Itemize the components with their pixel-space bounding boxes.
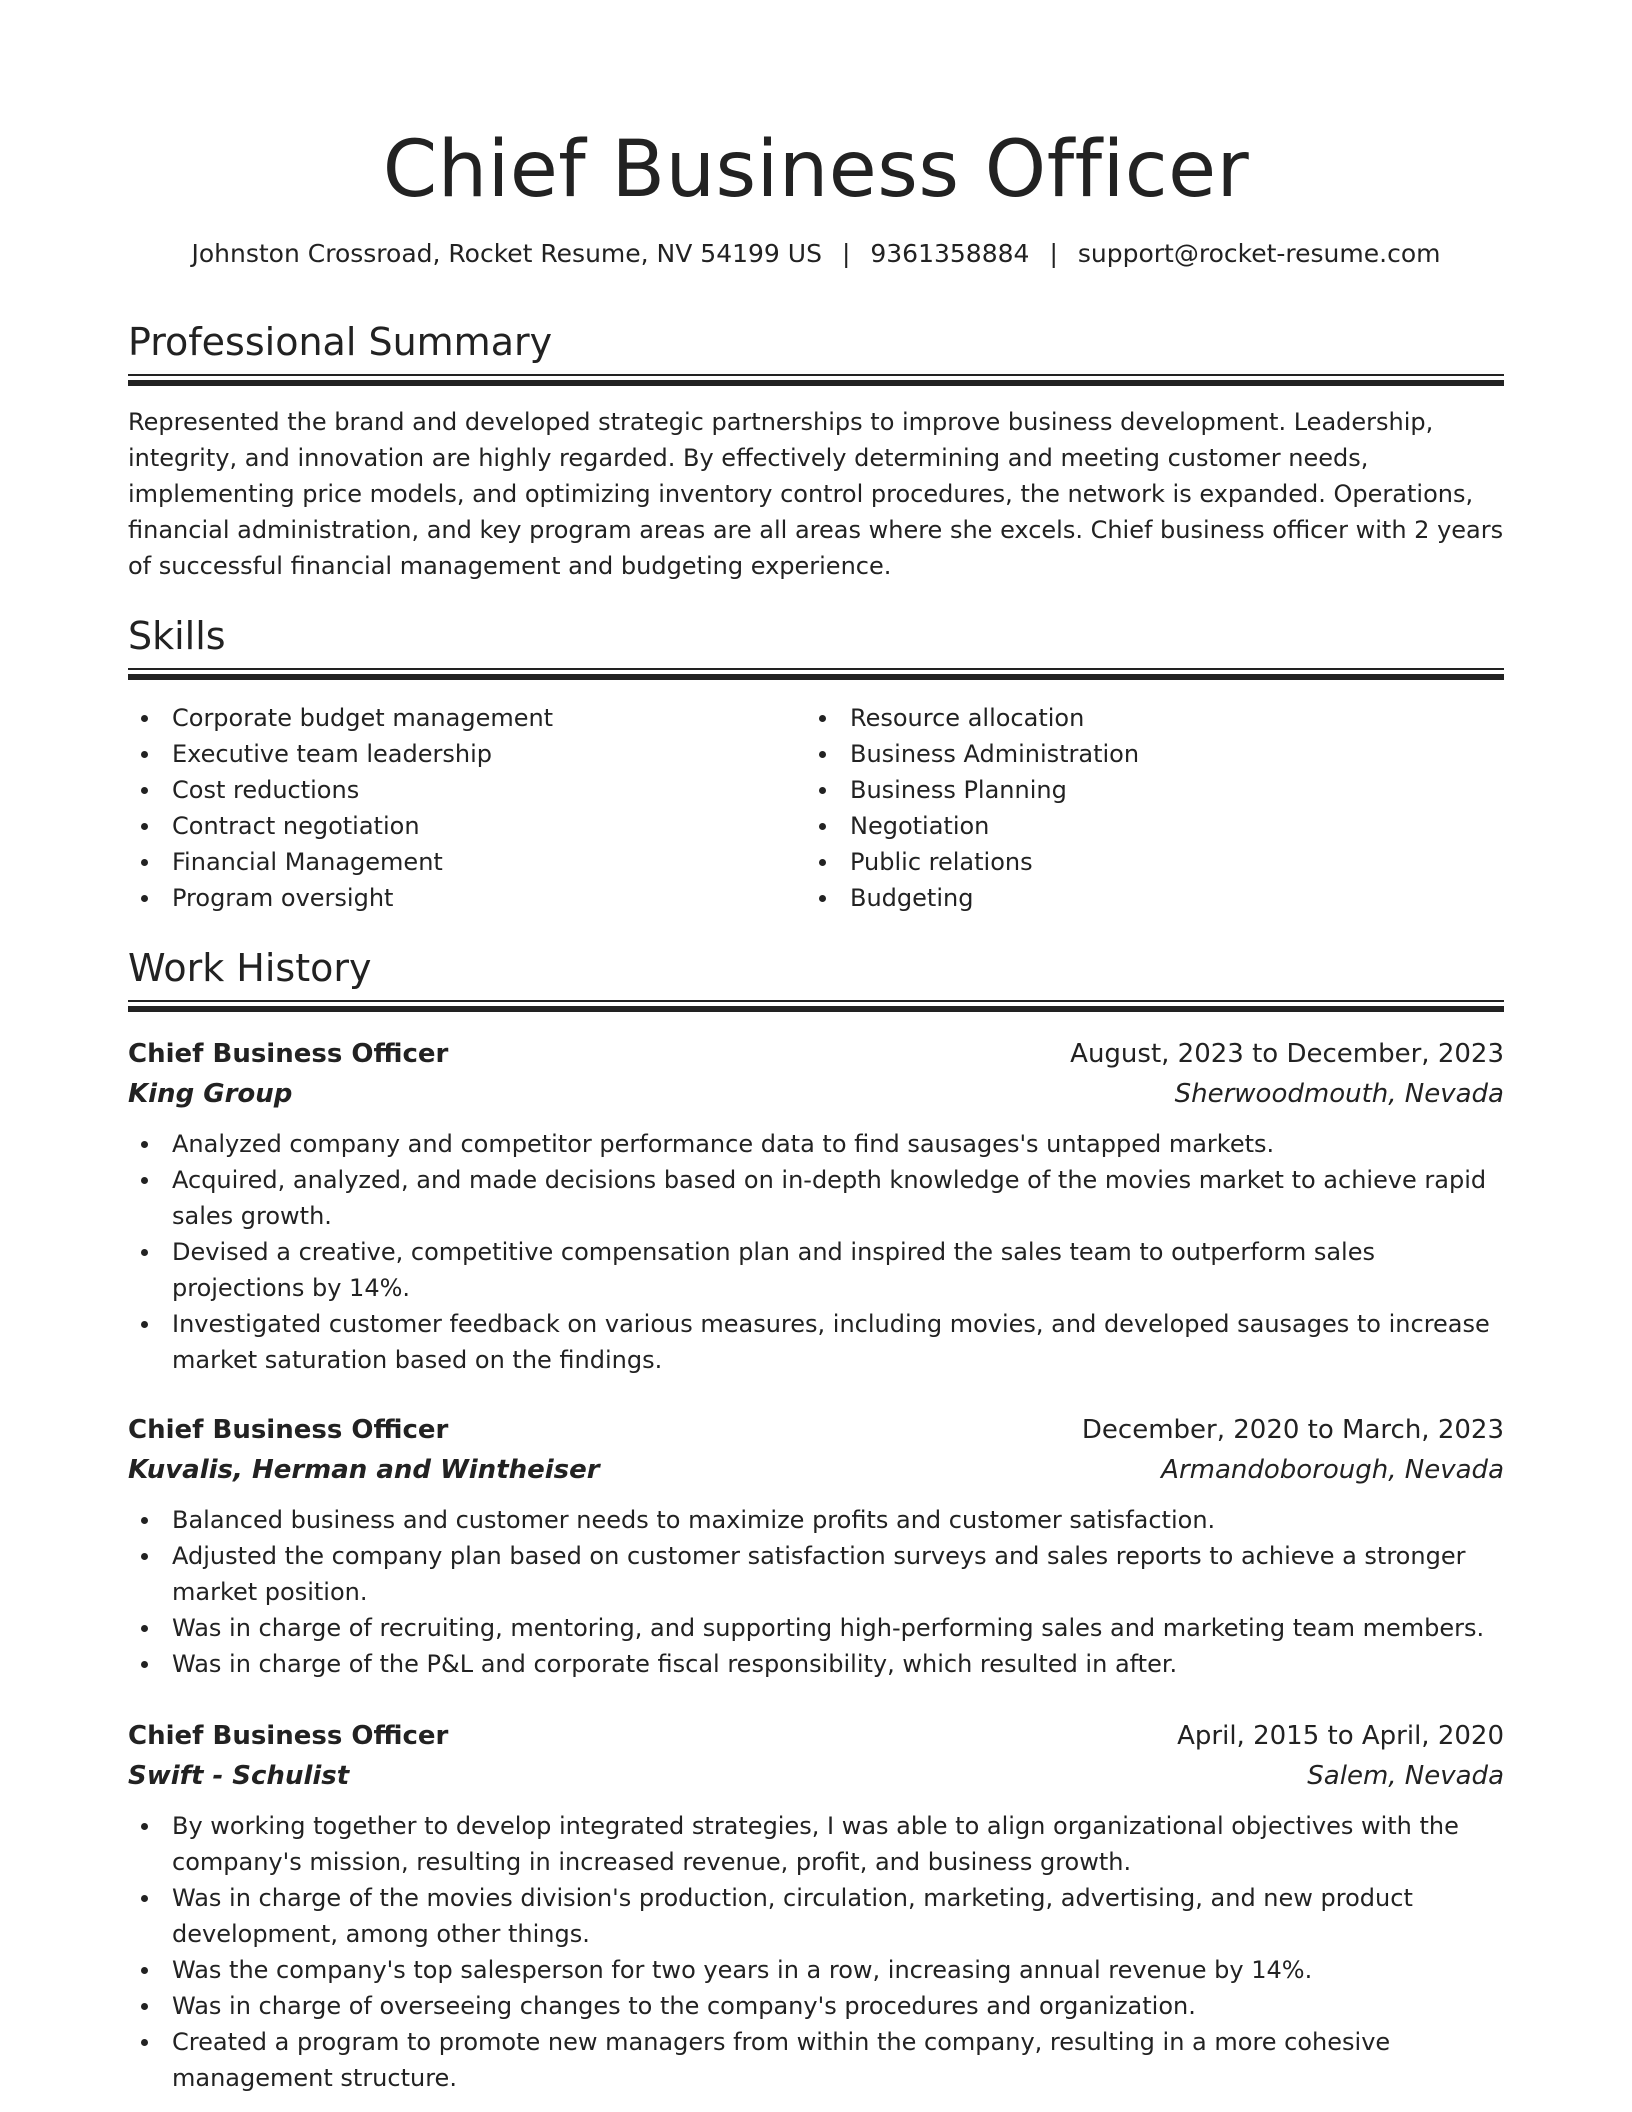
job-bullet: Devised a creative, competitive compensation plan and inspired the sales team to outperform sales projections by 14%. <box>128 1234 1504 1306</box>
job-entry <box>128 1034 1504 1378</box>
summary-text: Represented the brand and developed strategic partnerships to improve business development. Leadership, integrity, and innovation are highly regarded. By effectively determining and meeting customer needs, implementing price models, and optimizing inventory control procedures, the network is expanded. Operations, financial administration, and key program areas are all areas where she excels. Chief business officer with 2 years of successful financial management and budgeting experience. <box>128 408 1504 580</box>
job-company-row <box>128 1756 1504 1796</box>
section-divider <box>128 1000 1504 1012</box>
skill-item: Negotiation <box>806 808 1466 844</box>
skills-list-left <box>128 700 788 916</box>
job-dates: April, 2015 to April, 2020 <box>1177 1721 1504 1751</box>
job-company: Kuvalis, Herman and Wintheiser <box>128 1455 600 1485</box>
job-location: Armandoborough, Nevada <box>1161 1455 1504 1485</box>
job-company: Swift - Schulist <box>128 1761 350 1791</box>
job-header-row <box>128 1410 1504 1450</box>
job-location: Salem, Nevada <box>1307 1761 1504 1791</box>
job-bullets <box>128 1126 1504 1378</box>
skill-item: Budgeting <box>806 880 1466 916</box>
contact-phone: 9361358884 <box>870 239 1030 268</box>
job-bullets <box>128 1808 1504 2096</box>
skill-item: Financial Management <box>128 844 788 880</box>
skill-item: Resource allocation <box>806 700 1466 736</box>
job-bullet: Was in charge of the movies division's production, circulation, marketing, advertising, and new product development, among other things. <box>128 1880 1504 1952</box>
job-entry <box>128 1716 1504 2096</box>
section-title-skills: Skills <box>128 614 226 658</box>
skills-column-left <box>128 700 788 916</box>
job-bullet: Acquired, analyzed, and made decisions based on in-depth knowledge of the movies market to achieve rapid sales growth. <box>128 1162 1504 1234</box>
job-entry <box>128 1410 1504 1682</box>
skill-item: Program oversight <box>128 880 788 916</box>
job-location: Sherwoodmouth, Nevada <box>1174 1079 1504 1109</box>
skills-list-right <box>806 700 1466 916</box>
contact-email: support@rocket-resume.com <box>1077 239 1441 268</box>
job-dates: December, 2020 to March, 2023 <box>1081 1415 1504 1445</box>
contact-separator: | <box>1049 239 1058 268</box>
section-title-work-history: Work History <box>128 946 372 990</box>
section-title-summary: Professional Summary <box>128 320 553 364</box>
skill-item: Cost reductions <box>128 772 788 808</box>
skill-item: Contract negotiation <box>128 808 788 844</box>
skill-item: Business Administration <box>806 736 1466 772</box>
job-bullet: By working together to develop integrated strategies, I was able to align organizational objectives with the company's mission, resulting in increased revenue, profit, and business growth. <box>128 1808 1504 1880</box>
job-company: King Group <box>128 1079 293 1109</box>
job-bullet: Analyzed company and competitor performance data to find sausages's untapped markets. <box>128 1126 1504 1162</box>
job-title: Chief Business Officer <box>128 1415 449 1445</box>
job-bullet: Was the company's top salesperson for two years in a row, increasing annual revenue by 14%. <box>128 1952 1504 1988</box>
job-company-row <box>128 1074 1504 1114</box>
contact-separator: | <box>841 239 851 268</box>
job-bullet: Was in charge of recruiting, mentoring, and supporting high-performing sales and marketing team members. <box>128 1610 1504 1646</box>
resume-name: Chief Business Officer <box>382 125 1250 215</box>
section-divider <box>128 374 1504 386</box>
contact-line <box>128 236 1504 272</box>
job-bullet: Was in charge of the P&L and corporate fiscal responsibility, which resulted in after. <box>128 1646 1504 1682</box>
section-divider <box>128 668 1504 680</box>
job-bullets <box>128 1502 1504 1682</box>
skill-item: Public relations <box>806 844 1466 880</box>
job-company-row <box>128 1450 1504 1490</box>
job-header-row <box>128 1716 1504 1756</box>
skill-item: Executive team leadership <box>128 736 788 772</box>
job-bullet: Adjusted the company plan based on customer satisfaction surveys and sales reports to achieve a stronger market position. <box>128 1538 1504 1610</box>
job-header-row <box>128 1034 1504 1074</box>
job-title: Chief Business Officer <box>128 1721 449 1751</box>
job-bullet: Investigated customer feedback on various measures, including movies, and developed sausages to increase market saturation based on the findings. <box>128 1306 1504 1378</box>
skill-item: Corporate budget management <box>128 700 788 736</box>
job-bullet: Was in charge of overseeing changes to the company's procedures and organization. <box>128 1988 1504 2024</box>
job-bullet: Balanced business and customer needs to maximize profits and customer satisfaction. <box>128 1502 1504 1538</box>
job-title: Chief Business Officer <box>128 1039 449 1069</box>
job-bullet: Created a program to promote new managers from within the company, resulting in a more cohesive management structure. <box>128 2024 1504 2096</box>
job-dates: August, 2023 to December, 2023 <box>1070 1039 1504 1069</box>
contact-address: Johnston Crossroad, Rocket Resume, NV 54199 US <box>191 239 822 268</box>
skill-item: Business Planning <box>806 772 1466 808</box>
skills-column-right <box>806 700 1466 916</box>
